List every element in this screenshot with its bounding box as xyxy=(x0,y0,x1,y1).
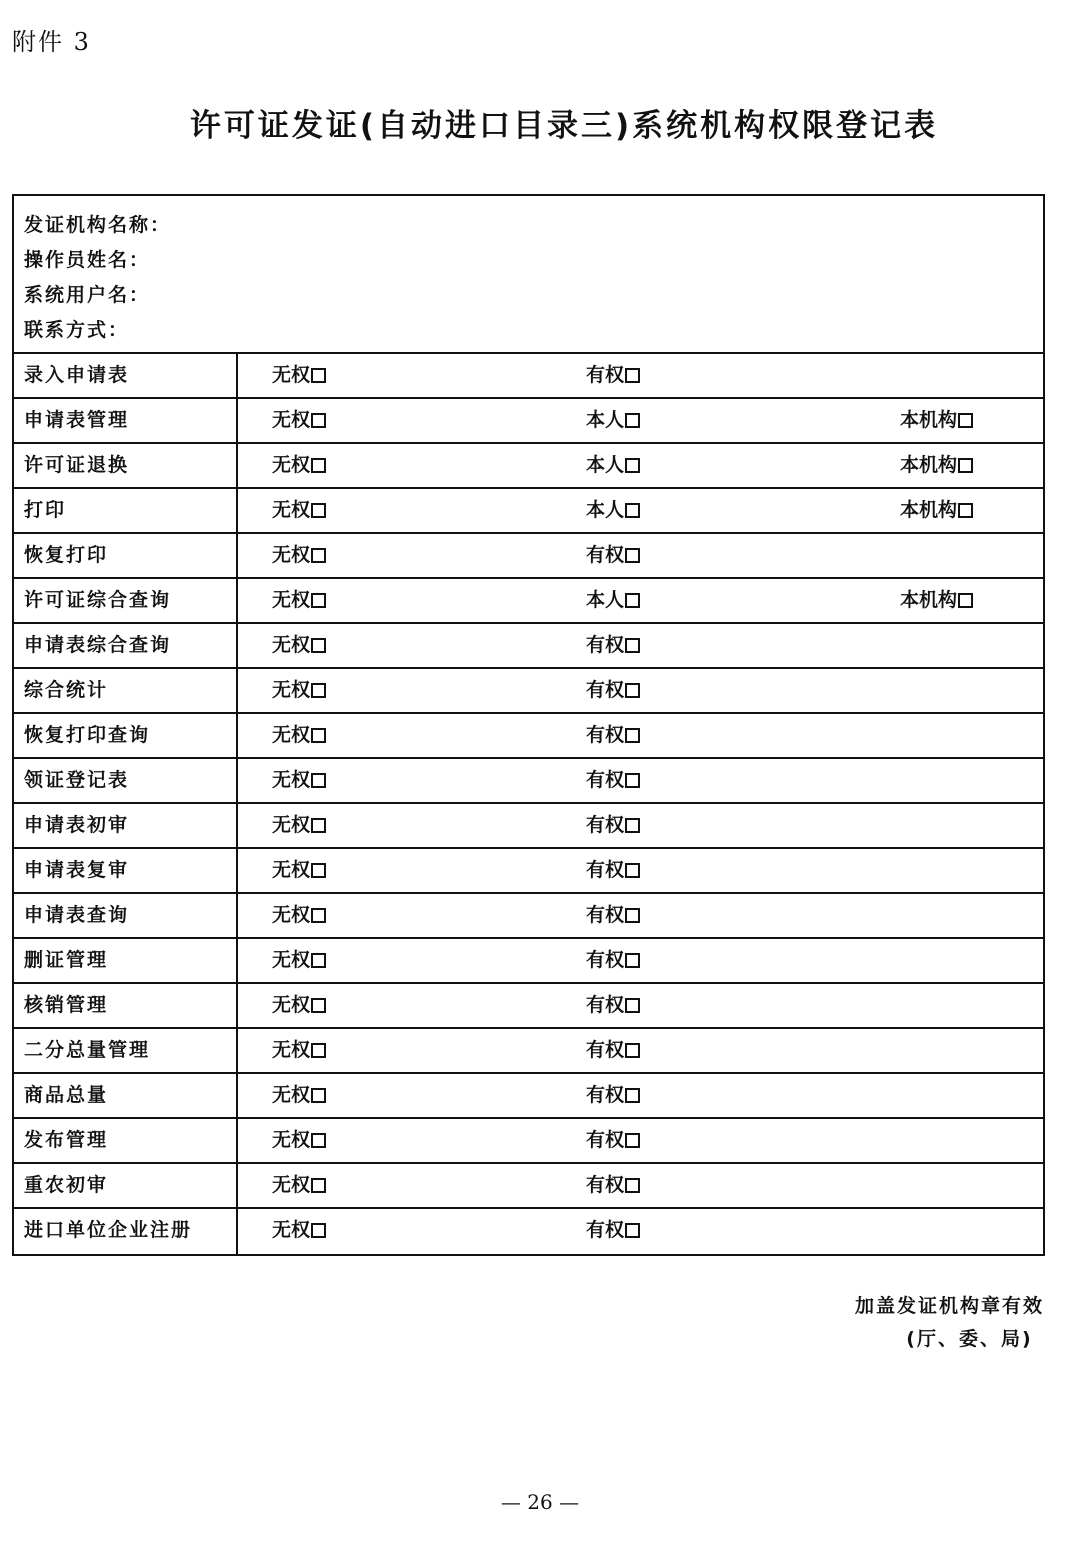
table-row xyxy=(14,399,1043,444)
table-row xyxy=(14,669,1043,714)
permission-option[interactable] xyxy=(272,939,326,982)
permission-option[interactable] xyxy=(586,759,640,802)
permission-option[interactable] xyxy=(586,1119,640,1162)
permission-options xyxy=(238,534,1043,577)
option-label: 无权 xyxy=(272,544,311,566)
permission-option[interactable] xyxy=(272,399,326,442)
option-label: 无权 xyxy=(272,1039,311,1061)
permission-option[interactable] xyxy=(586,1074,640,1117)
option-label: 有权 xyxy=(586,814,625,836)
permission-option[interactable] xyxy=(272,1164,326,1207)
checkbox[interactable] xyxy=(311,908,326,923)
checkbox[interactable] xyxy=(311,548,326,563)
permission-name: 申请表复审 xyxy=(14,849,238,892)
option-label: 本人 xyxy=(586,589,625,611)
checkbox[interactable] xyxy=(625,368,640,383)
checkbox[interactable] xyxy=(958,503,973,518)
checkbox[interactable] xyxy=(311,1223,326,1238)
page-title: 许可证发证(自动进口目录三)系统机构权限登记表 xyxy=(189,108,939,144)
permission-name: 恢复打印查询 xyxy=(14,714,238,757)
permission-option[interactable] xyxy=(272,804,326,847)
table-row xyxy=(14,489,1043,534)
permission-option[interactable] xyxy=(586,849,640,892)
option-label: 有权 xyxy=(586,1039,625,1061)
checkbox[interactable] xyxy=(958,413,973,428)
contact-field[interactable]: 联系方式： xyxy=(24,319,130,341)
permission-name: 申请表查询 xyxy=(14,894,238,937)
option-label: 有权 xyxy=(586,364,625,386)
permission-options xyxy=(238,1209,1043,1254)
permission-name: 录入申请表 xyxy=(14,354,238,397)
permission-option[interactable] xyxy=(900,489,973,532)
permission-option[interactable] xyxy=(900,399,973,442)
permission-options xyxy=(238,624,1043,667)
option-label: 无权 xyxy=(272,859,311,881)
permission-option[interactable] xyxy=(272,759,326,802)
option-label: 有权 xyxy=(586,949,625,971)
table-row xyxy=(14,1209,1043,1254)
permission-options xyxy=(238,759,1043,802)
permission-option[interactable] xyxy=(586,804,640,847)
permission-name: 申请表综合查询 xyxy=(14,624,238,667)
permission-name: 许可证综合查询 xyxy=(14,579,238,622)
permission-name: 许可证退换 xyxy=(14,444,238,487)
permission-name: 进口单位企业注册 xyxy=(14,1209,238,1254)
checkbox[interactable] xyxy=(311,683,326,698)
option-label: 本机构 xyxy=(900,499,958,521)
option-label: 有权 xyxy=(586,634,625,656)
option-label: 无权 xyxy=(272,364,311,386)
permission-options xyxy=(238,804,1043,847)
option-label: 无权 xyxy=(272,589,311,611)
option-label: 无权 xyxy=(272,1219,311,1241)
permission-option[interactable] xyxy=(900,579,973,622)
permission-name: 打印 xyxy=(14,489,238,532)
permission-option[interactable] xyxy=(272,444,326,487)
permission-option[interactable] xyxy=(900,444,973,487)
checkbox[interactable] xyxy=(625,1133,640,1148)
option-label: 无权 xyxy=(272,499,311,521)
table-row xyxy=(14,714,1043,759)
permission-option[interactable] xyxy=(586,624,640,667)
permission-options xyxy=(238,354,1043,397)
permission-option[interactable] xyxy=(272,354,326,397)
option-label: 本机构 xyxy=(900,409,958,431)
permission-option[interactable] xyxy=(586,489,640,532)
table-row xyxy=(14,444,1043,489)
permission-option[interactable] xyxy=(586,894,640,937)
permission-option[interactable] xyxy=(272,1119,326,1162)
permission-options xyxy=(238,984,1043,1027)
checkbox[interactable] xyxy=(311,413,326,428)
permission-option[interactable] xyxy=(272,534,326,577)
permission-name: 重农初审 xyxy=(14,1164,238,1207)
option-label: 有权 xyxy=(586,679,625,701)
checkbox[interactable] xyxy=(625,638,640,653)
info-section xyxy=(14,196,1043,354)
permission-options xyxy=(238,714,1043,757)
checkbox[interactable] xyxy=(311,1178,326,1193)
checkbox[interactable] xyxy=(311,368,326,383)
permission-option[interactable] xyxy=(586,579,640,622)
checkbox[interactable] xyxy=(311,863,326,878)
checkbox[interactable] xyxy=(311,998,326,1013)
option-label: 无权 xyxy=(272,409,311,431)
permission-options xyxy=(238,579,1043,622)
registration-form xyxy=(12,194,1045,1256)
checkbox[interactable] xyxy=(311,458,326,473)
checkbox[interactable] xyxy=(625,998,640,1013)
permission-options xyxy=(238,1029,1043,1072)
checkbox[interactable] xyxy=(311,593,326,608)
option-label: 本机构 xyxy=(900,454,958,476)
checkbox[interactable] xyxy=(625,818,640,833)
table-row xyxy=(14,1119,1043,1164)
table-row xyxy=(14,849,1043,894)
permission-option[interactable] xyxy=(586,534,640,577)
checkbox[interactable] xyxy=(625,458,640,473)
checkbox[interactable] xyxy=(311,1043,326,1058)
permission-options xyxy=(238,399,1043,442)
option-label: 有权 xyxy=(586,994,625,1016)
table-row xyxy=(14,984,1043,1029)
operator-name-field[interactable]: 操作员姓名： xyxy=(24,249,151,271)
option-label: 有权 xyxy=(586,769,625,791)
permission-option[interactable] xyxy=(586,1209,640,1252)
option-label: 本机构 xyxy=(900,589,958,611)
permission-option[interactable] xyxy=(272,579,326,622)
permission-name: 申请表管理 xyxy=(14,399,238,442)
permission-option[interactable] xyxy=(586,669,640,712)
seal-note xyxy=(855,1290,1044,1356)
permission-option[interactable] xyxy=(272,984,326,1027)
permission-option[interactable] xyxy=(586,354,640,397)
seal-scope-text: (厅、委、局) xyxy=(906,1328,1033,1350)
checkbox[interactable] xyxy=(625,728,640,743)
option-label: 有权 xyxy=(586,1084,625,1106)
option-label: 有权 xyxy=(586,859,625,881)
option-label: 无权 xyxy=(272,454,311,476)
option-label: 无权 xyxy=(272,949,311,971)
checkbox[interactable] xyxy=(625,1223,640,1238)
checkbox[interactable] xyxy=(311,1088,326,1103)
permission-options xyxy=(238,1164,1043,1207)
option-label: 无权 xyxy=(272,904,311,926)
attachment-label: 附件 3 xyxy=(12,28,91,56)
seal-note-text: 加盖发证机构章有效 xyxy=(854,1295,1044,1317)
option-label: 无权 xyxy=(272,994,311,1016)
permission-name: 恢复打印 xyxy=(14,534,238,577)
checkbox[interactable] xyxy=(625,1043,640,1058)
checkbox[interactable] xyxy=(625,593,640,608)
permission-options xyxy=(238,1074,1043,1117)
checkbox[interactable] xyxy=(311,638,326,653)
checkbox[interactable] xyxy=(311,728,326,743)
permission-table xyxy=(14,354,1043,1254)
permission-option[interactable] xyxy=(272,1209,326,1252)
checkbox[interactable] xyxy=(625,413,640,428)
option-label: 无权 xyxy=(272,679,311,701)
table-row xyxy=(14,1164,1043,1209)
permission-name: 二分总量管理 xyxy=(14,1029,238,1072)
option-label: 有权 xyxy=(586,724,625,746)
table-row xyxy=(14,894,1043,939)
option-label: 本人 xyxy=(586,499,625,521)
permission-option[interactable] xyxy=(586,444,640,487)
checkbox[interactable] xyxy=(958,458,973,473)
permission-option[interactable] xyxy=(272,489,326,532)
checkbox[interactable] xyxy=(625,1178,640,1193)
permission-name: 核销管理 xyxy=(14,984,238,1027)
checkbox[interactable] xyxy=(625,548,640,563)
option-label: 有权 xyxy=(586,904,625,926)
permission-option[interactable] xyxy=(586,399,640,442)
table-row xyxy=(14,804,1043,849)
permission-option[interactable] xyxy=(586,714,640,757)
page-number: — 26 — xyxy=(500,1490,580,1514)
permission-options xyxy=(238,489,1043,532)
permission-option[interactable] xyxy=(272,624,326,667)
permission-options xyxy=(238,894,1043,937)
permission-option[interactable] xyxy=(272,894,326,937)
checkbox[interactable] xyxy=(958,593,973,608)
table-row xyxy=(14,1029,1043,1074)
checkbox[interactable] xyxy=(311,503,326,518)
option-label: 无权 xyxy=(272,634,311,656)
permission-option[interactable] xyxy=(272,1029,326,1072)
permission-options xyxy=(238,939,1043,982)
checkbox[interactable] xyxy=(625,1088,640,1103)
permission-options xyxy=(238,849,1043,892)
option-label: 无权 xyxy=(272,1084,311,1106)
option-label: 无权 xyxy=(272,769,311,791)
option-label: 本人 xyxy=(586,409,625,431)
table-row xyxy=(14,939,1043,984)
checkbox[interactable] xyxy=(625,908,640,923)
option-label: 有权 xyxy=(586,1174,625,1196)
permission-name: 删证管理 xyxy=(14,939,238,982)
checkbox[interactable] xyxy=(625,773,640,788)
institution-name-field[interactable]: 发证机构名称： xyxy=(24,214,172,236)
table-row xyxy=(14,354,1043,399)
permission-options xyxy=(238,669,1043,712)
option-label: 本人 xyxy=(586,454,625,476)
option-label: 无权 xyxy=(272,1174,311,1196)
checkbox[interactable] xyxy=(311,773,326,788)
checkbox[interactable] xyxy=(625,863,640,878)
checkbox[interactable] xyxy=(311,818,326,833)
table-row xyxy=(14,624,1043,669)
permission-option[interactable] xyxy=(272,849,326,892)
permission-option[interactable] xyxy=(272,714,326,757)
permission-option[interactable] xyxy=(272,1074,326,1117)
permission-name: 申请表初审 xyxy=(14,804,238,847)
permission-option[interactable] xyxy=(586,984,640,1027)
permission-option[interactable] xyxy=(272,669,326,712)
option-label: 有权 xyxy=(586,544,625,566)
checkbox[interactable] xyxy=(625,683,640,698)
permission-name: 综合统计 xyxy=(14,669,238,712)
permission-name: 发布管理 xyxy=(14,1119,238,1162)
table-row xyxy=(14,759,1043,804)
table-row xyxy=(14,1074,1043,1119)
option-label: 有权 xyxy=(586,1129,625,1151)
checkbox[interactable] xyxy=(311,953,326,968)
permission-option[interactable] xyxy=(586,1164,640,1207)
table-row xyxy=(14,579,1043,624)
option-label: 无权 xyxy=(272,724,311,746)
permission-name: 商品总量 xyxy=(14,1074,238,1117)
checkbox[interactable] xyxy=(311,1133,326,1148)
table-row xyxy=(14,534,1043,579)
permission-option[interactable] xyxy=(586,1029,640,1072)
permission-options xyxy=(238,444,1043,487)
option-label: 无权 xyxy=(272,1129,311,1151)
permission-option[interactable] xyxy=(586,939,640,982)
permission-name: 领证登记表 xyxy=(14,759,238,802)
option-label: 无权 xyxy=(272,814,311,836)
system-username-field[interactable]: 系统用户名： xyxy=(24,284,151,306)
checkbox[interactable] xyxy=(625,503,640,518)
option-label: 有权 xyxy=(586,1219,625,1241)
permission-options xyxy=(238,1119,1043,1162)
checkbox[interactable] xyxy=(625,953,640,968)
